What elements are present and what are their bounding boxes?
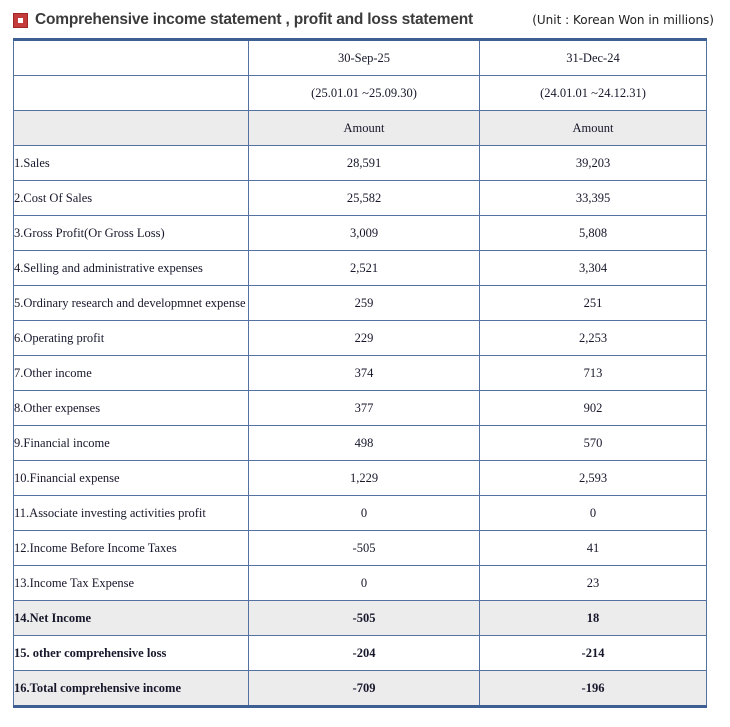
amount-cell: 25,582 <box>249 181 480 216</box>
table-row-sga-expenses <box>14 251 707 286</box>
amount-cell: 0 <box>480 496 707 531</box>
amount-cell: 23 <box>480 566 707 601</box>
date-header-row <box>14 40 707 76</box>
row-label: 2.Cost Of Sales <box>14 181 249 216</box>
amount-cell: -709 <box>249 671 480 707</box>
amount-cell: 377 <box>249 391 480 426</box>
table-row-cost-of-sales <box>14 181 707 216</box>
amount-cell: 229 <box>249 321 480 356</box>
amount-cell: -196 <box>480 671 707 707</box>
amount-cell: 41 <box>480 531 707 566</box>
column-header-prior-period: 31-Dec-24 <box>480 40 707 76</box>
table-row-other-comprehensive-loss <box>14 636 707 671</box>
unit-label: (Unit : Korean Won in millions) <box>532 13 714 27</box>
income-statement-table <box>13 38 707 708</box>
amount-header-current: Amount <box>249 111 480 146</box>
row-label: 15. other comprehensive loss <box>14 636 249 671</box>
row-label: 16.Total comprehensive income <box>14 671 249 707</box>
row-label: 13.Income Tax Expense <box>14 566 249 601</box>
table-row-associate-investing <box>14 496 707 531</box>
row-label: 7.Other income <box>14 356 249 391</box>
empty-header-cell <box>14 111 249 146</box>
empty-header-cell <box>14 76 249 111</box>
table-row-rnd-expense <box>14 286 707 321</box>
amount-cell: 39,203 <box>480 146 707 181</box>
table-row-income-tax-expense <box>14 566 707 601</box>
table-row-net-income <box>14 601 707 636</box>
table-row-financial-expense <box>14 461 707 496</box>
row-label: 3.Gross Profit(Or Gross Loss) <box>14 216 249 251</box>
amount-cell: 0 <box>249 496 480 531</box>
amount-cell: 251 <box>480 286 707 321</box>
page-title: Comprehensive income statement , profit and loss statement <box>35 11 474 28</box>
row-label: 9.Financial income <box>14 426 249 461</box>
row-label: 5.Ordinary research and developmnet expense <box>14 286 249 321</box>
red-square-bullet-icon <box>13 13 28 28</box>
amount-cell: -214 <box>480 636 707 671</box>
amount-header-prior: Amount <box>480 111 707 146</box>
amount-cell: 902 <box>480 391 707 426</box>
title-bar <box>0 0 730 31</box>
amount-cell: 2,521 <box>249 251 480 286</box>
amount-cell: 259 <box>249 286 480 321</box>
empty-header-cell <box>14 40 249 76</box>
amount-cell: 33,395 <box>480 181 707 216</box>
table-row-gross-profit <box>14 216 707 251</box>
period-range-prior: (24.01.01 ~24.12.31) <box>480 76 707 111</box>
amount-cell: 28,591 <box>249 146 480 181</box>
amount-cell: 713 <box>480 356 707 391</box>
amount-cell: 374 <box>249 356 480 391</box>
amount-cell: 18 <box>480 601 707 636</box>
amount-cell: 5,808 <box>480 216 707 251</box>
table-row-other-expenses <box>14 391 707 426</box>
table-row-other-income <box>14 356 707 391</box>
amount-cell: 570 <box>480 426 707 461</box>
amount-cell: 0 <box>249 566 480 601</box>
table-row-sales <box>14 146 707 181</box>
period-range-current: (25.01.01 ~25.09.30) <box>249 76 480 111</box>
row-label: 10.Financial expense <box>14 461 249 496</box>
row-label: 11.Associate investing activities profit <box>14 496 249 531</box>
row-label: 1.Sales <box>14 146 249 181</box>
column-header-current-period: 30-Sep-25 <box>249 40 480 76</box>
amount-cell: 2,253 <box>480 321 707 356</box>
amount-header-row <box>14 111 707 146</box>
row-label: 4.Selling and administrative expenses <box>14 251 249 286</box>
amount-cell: 3,304 <box>480 251 707 286</box>
row-label: 8.Other expenses <box>14 391 249 426</box>
table-row-total-comprehensive-income <box>14 671 707 707</box>
row-label: 6.Operating profit <box>14 321 249 356</box>
row-label: 12.Income Before Income Taxes <box>14 531 249 566</box>
amount-cell: -204 <box>249 636 480 671</box>
amount-cell: 1,229 <box>249 461 480 496</box>
table-row-operating-profit <box>14 321 707 356</box>
period-range-row <box>14 76 707 111</box>
amount-cell: -505 <box>249 531 480 566</box>
table-row-financial-income <box>14 426 707 461</box>
table-row-income-before-taxes <box>14 531 707 566</box>
amount-cell: -505 <box>249 601 480 636</box>
amount-cell: 2,593 <box>480 461 707 496</box>
amount-cell: 3,009 <box>249 216 480 251</box>
row-label: 14.Net Income <box>14 601 249 636</box>
amount-cell: 498 <box>249 426 480 461</box>
